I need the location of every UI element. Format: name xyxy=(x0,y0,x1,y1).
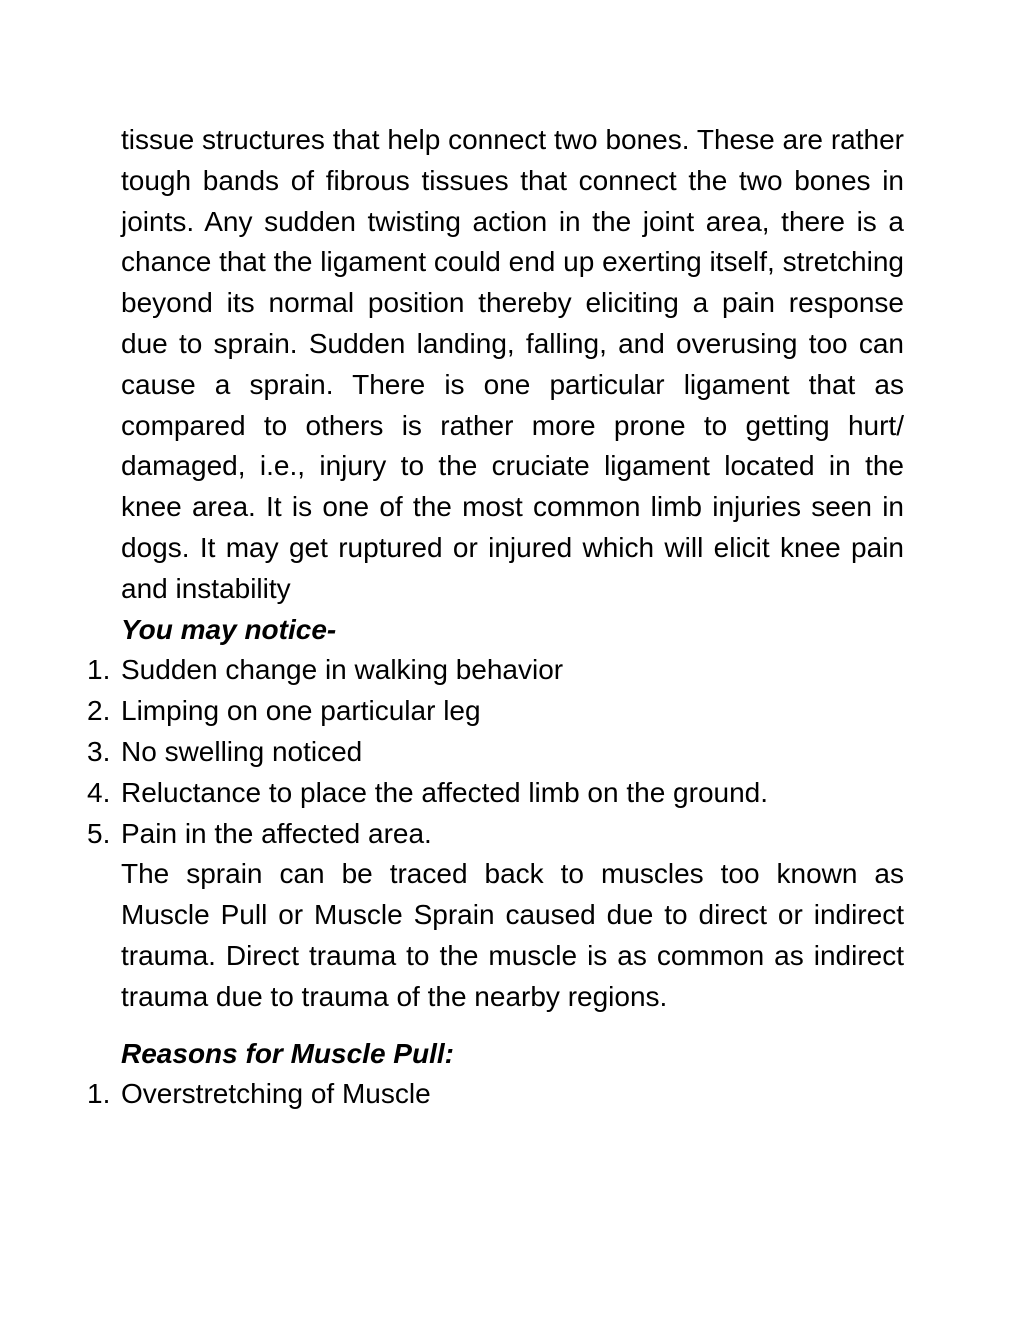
reasons-heading: Reasons for Muscle Pull: xyxy=(121,1037,454,1069)
list-number: 2. xyxy=(87,695,111,727)
ligament-paragraph: tissue structures that help connect two bones. These are rather tough bands of fibrous tissues that connect the two bones in joints. Any sudden twisting action in the joint area, there is a chance that the ligament could end up exerting itself, stretching beyond its normal position thereby eliciting a pain response due to sprain. Sudden landing, falling, and overusing too can cause a sprain. There is one particular ligament that as compared to others is rather more prone to getting hurt/ damaged, i.e., injury to the cruciate ligament located in the knee area. It is one of the most common limb injuries seen in dogs. It may get ruptured or injured which will elicit knee pain and instability xyxy=(121,124,904,604)
list-number: 3. xyxy=(87,735,111,767)
list-item-text: Overstretching of Muscle xyxy=(121,1078,431,1110)
list-item-text: Pain in the affected area. xyxy=(121,817,432,849)
list-item-text: Limping on one particular leg xyxy=(121,695,481,727)
list-item-text: Reluctance to place the affected limb on the ground. xyxy=(121,776,769,808)
list-number: 5. xyxy=(87,817,111,849)
list-item xyxy=(87,773,904,814)
list-item xyxy=(87,814,904,855)
document-body xyxy=(87,120,904,1115)
notice-heading: You may notice- xyxy=(121,613,337,645)
muscle-pull-paragraph: The sprain can be traced back to muscles too known as Muscle Pull or Muscle Sprain caused due to direct or indirect trauma. Direct trauma to the muscle is as common as indirect trauma due to trauma of the nearby regions. xyxy=(121,858,904,1012)
list-number: 1. xyxy=(87,1078,111,1110)
list-number: 4. xyxy=(87,776,111,808)
list-item xyxy=(87,650,904,691)
list-item xyxy=(87,732,904,773)
list-number: 1. xyxy=(87,654,111,686)
list-item xyxy=(87,691,904,732)
list-item-text: No swelling noticed xyxy=(121,735,363,767)
list-item-text: Sudden change in walking behavior xyxy=(121,654,564,686)
reasons-list xyxy=(87,1074,904,1115)
notice-list xyxy=(87,650,904,854)
list-item xyxy=(87,1074,904,1115)
